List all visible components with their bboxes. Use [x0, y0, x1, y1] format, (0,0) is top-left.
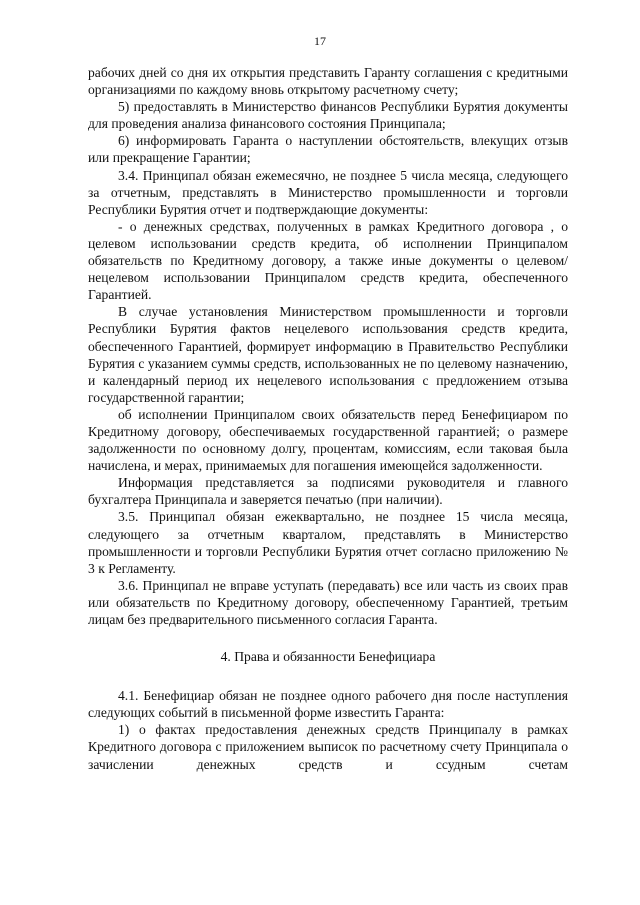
paragraph: В случае установления Министерством промышленности и торговли Республики Бурятия фактов нецелевого использования средств кредита, обеспеченного Гарантией, формирует информацию в Правительство Республики Бурятия с указанием суммы средств, использованных не по целевому назначению, и календарный период их нецелевого использования с предложением отзыва государственной гарантии; [88, 304, 568, 405]
paragraph: 5) предоставлять в Министерство финансов Республики Бурятия документы для проведения анализа финансового состояния Принципала; [88, 99, 568, 132]
paragraph: 4.1. Бенефициар обязан не позднее одного рабочего дня после наступления следующих событий в письменной форме известить Гаранта: [88, 688, 568, 721]
document-body [88, 64, 568, 773]
paragraph: 3.6. Принципал не вправе уступать (передавать) все или часть из своих прав или обязательств по Кредитному договору, обеспеченному Гарантией, третьим лицам без предварительного письменного согласия Гаранта. [88, 577, 568, 627]
paragraph: 6) информировать Гаранта о наступлении обстоятельств, влекущих отзыв или прекращение Гарантии; [88, 133, 568, 166]
paragraph: 3.5. Принципал обязан ежеквартально, не позднее 15 числа месяца, следующего за отчетным кварталом, представлять в Министерство промышленности и торговли Республики Бурятия отчет согласно приложению № 3 к Регламенту. [88, 509, 568, 576]
paragraph: рабочих дней со дня их открытия представить Гаранту соглашения с кредитными организациями по каждому вновь открытому расчетному счету; [88, 65, 568, 98]
paragraph: 1) о фактах предоставления денежных средств Принципалу в рамках Кредитного договора с приложением выписок по расчетному счету Принципала о зачислении денежных средств и ссудным счетам [88, 722, 568, 772]
page-number: 17 [314, 34, 326, 48]
paragraph: - о денежных средствах, полученных в рамках Кредитного договора , о целевом использовании средств кредита, об исполнении Принципалом обязательств по Кредитному договору, а также иные документы о целевом/нецелевом использовании Принципалом средств кредита, обеспеченного Гарантией. [88, 218, 568, 303]
paragraph: Информация представляется за подписями руководителя и главного бухгалтера Принципала и заверяется печатью (при наличии). [88, 475, 568, 508]
section-heading: 4. Права и обязанности Бенефициара [220, 649, 436, 665]
paragraph: об исполнении Принципалом своих обязательств перед Бенефициаром по Кредитному договору, обеспечиваемых государственной гарантией; о размере задолженности по основному долгу, процентам, комиссиям, если таковая была начислена, и мерах, принимаемых для погашения имеющейся задолженности. [88, 406, 568, 474]
paragraph: 3.4. Принципал обязан ежемесячно, не позднее 5 числа месяца, следующего за отчетным, представлять в Министерство промышленности и торговли Республики Бурятия отчет и подтверждающие документы: [88, 167, 568, 217]
